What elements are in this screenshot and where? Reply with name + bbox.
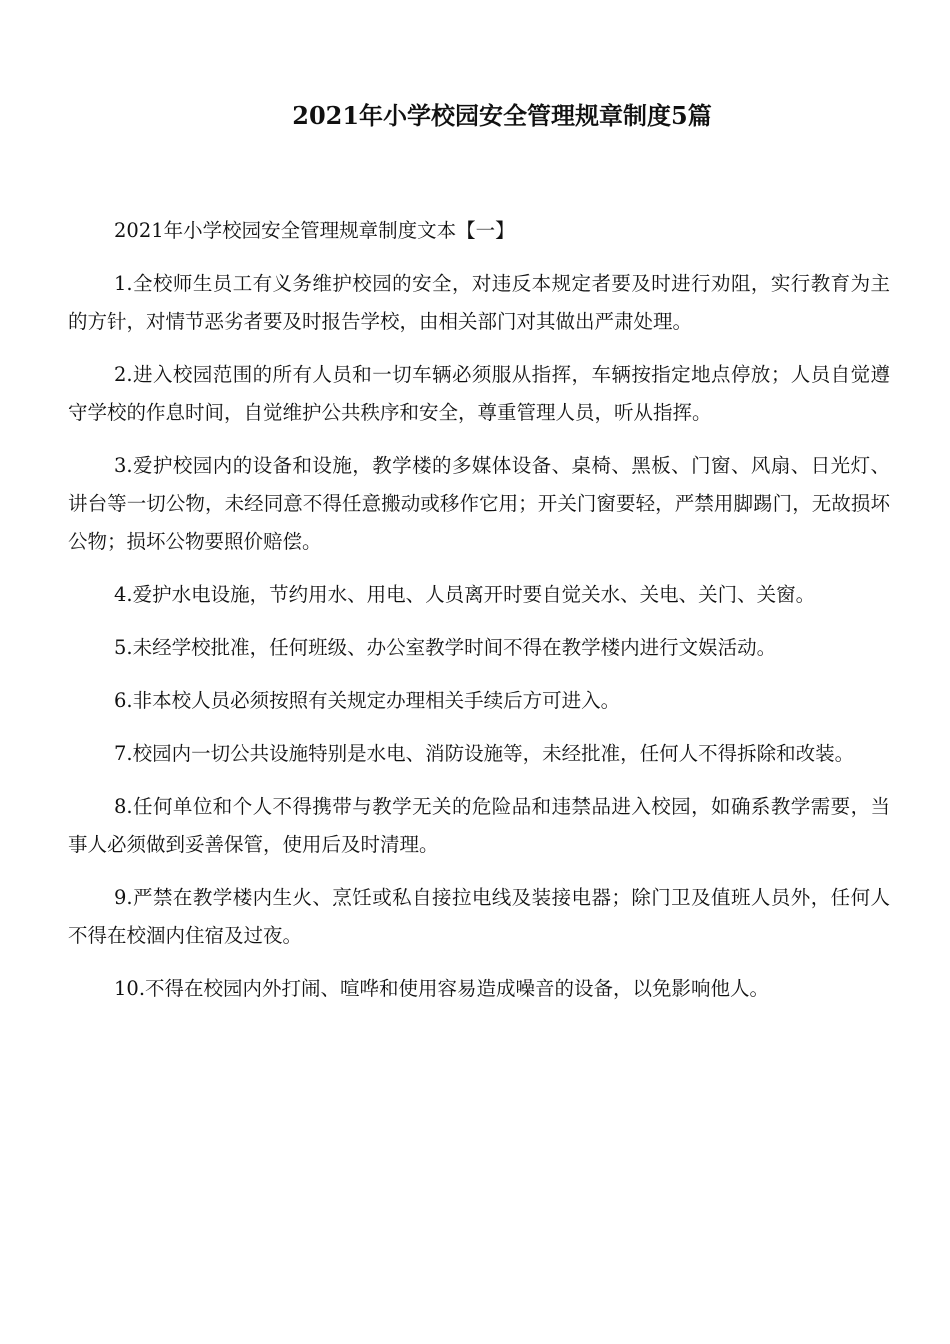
section-heading: 2021年小学校园安全管理规章制度文本【一】 [114,219,515,242]
paragraph: 2.进入校园范围的所有人员和一切车辆必须服从指挥，车辆按指定地点停放；人员自觉遵守学校的作息时间，自觉维护公共秩序和安全，尊重管理人员，听从指挥。 [68,363,890,424]
paragraph: 7.校园内一切公共设施特别是水电、消防设施等，未经批准，任何人不得拆除和改装。 [114,742,855,765]
paragraph: 10.不得在校园内外打闹、喧哗和使用容易造成噪音的设备，以免影响他人。 [114,977,770,1000]
paragraph: 9.严禁在教学楼内生火、烹饪或私自接拉电线及装接电器；除门卫及值班人员外，任何人不得在校涸内住宿及过夜。 [68,886,890,947]
paragraph: 1.全校师生员工有义务维护校园的安全，对违反本规定者要及时进行劝阻，实行教育为主的方针，对情节恶劣者要及时报告学校，由相关部门对其做出严肃处理。 [68,272,890,333]
document-body [68,212,890,1023]
document-title: 2021年小学校园安全管理规章制度5篇 [292,101,712,130]
paragraph: 5.未经学校批准，任何班级、办公室教学时间不得在教学楼内进行文娱活动。 [114,636,777,659]
paragraph: 6.非本校人员必须按照有关规定办理相关手续后方可进入。 [114,689,621,712]
paragraph: 8.任何单位和个人不得携带与教学无关的危险品和违禁品进入校园，如确系教学需要，当事人必须做到妥善保管，使用后及时清理。 [68,795,890,856]
paragraph: 3.爱护校园内的设备和设施，教学楼的多媒体设备、桌椅、黑板、门窗、风扇、日光灯、讲台等一切公物，未经同意不得任意搬动或移作它用；开关门窗要轻，严禁用脚踢门，无故损坏公物；损坏公物要照价赔偿。 [68,454,890,553]
paragraph: 4.爱护水电设施，节约用水、用电、人员离开时要自觉关水、关电、关门、关窗。 [114,583,816,606]
